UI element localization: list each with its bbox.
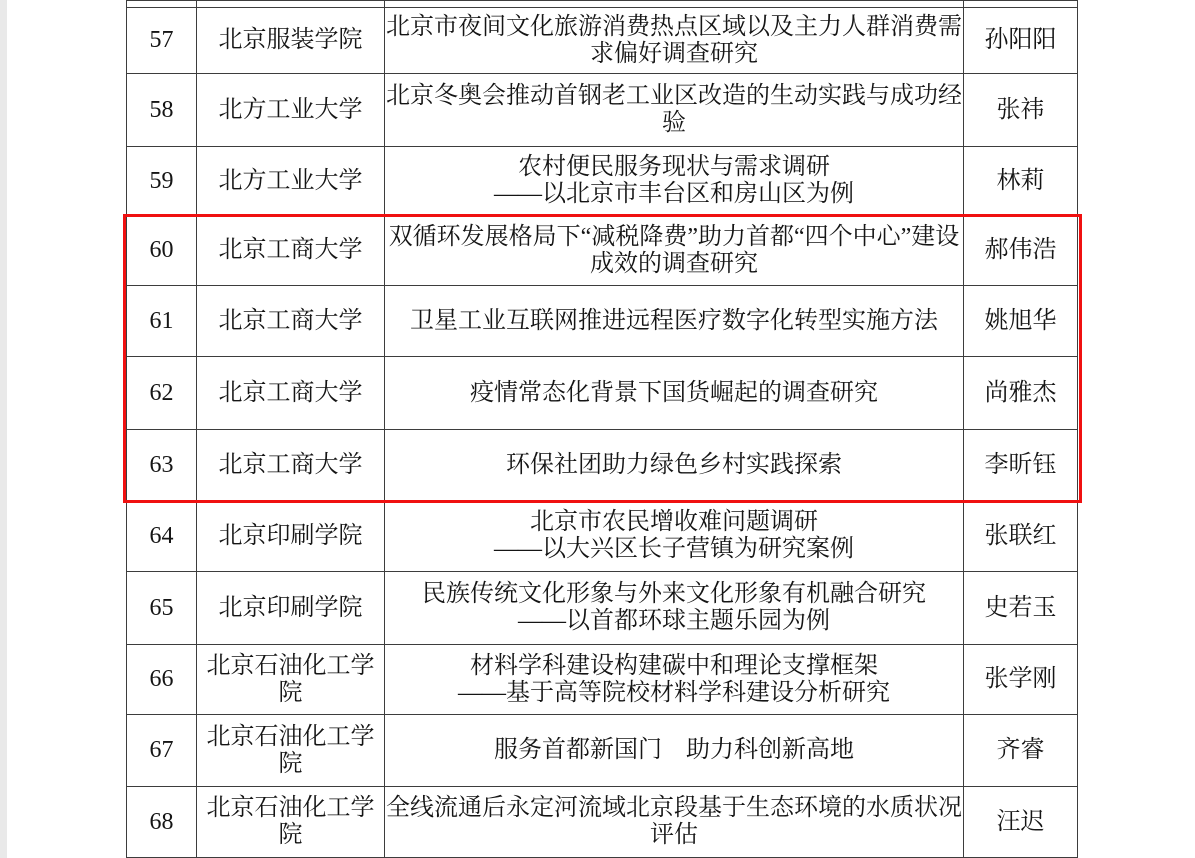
table-row xyxy=(127,8,1078,74)
row-number-cell xyxy=(127,1,197,8)
leader-name: 姚旭华 xyxy=(984,307,1057,334)
leader-name: 张学刚 xyxy=(984,666,1057,692)
school-cell xyxy=(197,286,385,357)
row-number: 65 xyxy=(149,594,174,621)
school-name: 北京石油化工学院 xyxy=(206,723,375,777)
school-name: 北京石油化工学院 xyxy=(206,795,375,848)
school-name: 北京工商大学 xyxy=(218,307,363,334)
project-title xyxy=(385,380,963,407)
title-line: 疫情常态化背景下国货崛起的调查研究 xyxy=(470,379,878,406)
school-name: 北京工商大学 xyxy=(218,379,363,406)
school-name: 北方工业大学 xyxy=(218,96,363,123)
school-cell xyxy=(197,787,385,858)
title-line: 农村便民服务现状与需求调研 xyxy=(518,154,830,180)
project-title xyxy=(385,14,963,68)
school-cell xyxy=(197,147,385,216)
project-title xyxy=(385,509,963,563)
row-number: 66 xyxy=(149,666,174,692)
school-cell xyxy=(197,8,385,74)
row-number: 60 xyxy=(149,237,174,263)
table-row xyxy=(127,286,1078,357)
leader-name: 齐睿 xyxy=(996,737,1045,763)
row-number-cell xyxy=(127,645,197,715)
title-cell xyxy=(385,216,964,286)
row-number-cell xyxy=(127,787,197,858)
results-table xyxy=(126,0,1078,858)
project-title xyxy=(385,224,963,278)
school-name: 北京工商大学 xyxy=(218,451,363,478)
title-cell xyxy=(385,715,964,787)
school-cell xyxy=(197,74,385,147)
table-row xyxy=(127,572,1078,645)
title-line: 民族传统文化形象与外来文化形象有机融合研究 xyxy=(422,581,926,607)
row-number-cell xyxy=(127,74,197,147)
leader-name: 张联红 xyxy=(984,522,1057,549)
title-line: 服务首都新国门 助力科创新高地 xyxy=(494,737,854,763)
title-line: 北京冬奥会推动首钢老工业区改造的生动实践与成功经验 xyxy=(386,83,962,136)
row-number-cell xyxy=(127,430,197,501)
row-number: 67 xyxy=(149,737,174,763)
school-cell xyxy=(197,430,385,501)
school-name: 北京印刷学院 xyxy=(218,594,363,621)
project-title xyxy=(385,452,963,479)
school-cell xyxy=(197,501,385,572)
table-row xyxy=(127,74,1078,147)
name-cell xyxy=(964,572,1078,645)
title-cell xyxy=(385,147,964,216)
table-row xyxy=(127,216,1078,286)
title-line: 双循环发展格局下“减税降费”助力首都“四个中心”建设成效的调查研究 xyxy=(388,223,960,277)
school-cell xyxy=(197,715,385,787)
leader-name: 孙阳阳 xyxy=(984,27,1057,53)
name-cell xyxy=(964,286,1078,357)
name-cell xyxy=(964,216,1078,286)
school-name: 北京石油化工学院 xyxy=(206,652,375,706)
title-line: ——以北京市丰台区和房山区为例 xyxy=(494,181,854,207)
table-row xyxy=(127,787,1078,858)
leader-name: 史若玉 xyxy=(984,594,1057,621)
title-line: ——基于高等院校材料学科建设分析研究 xyxy=(458,679,890,706)
title-cell xyxy=(385,572,964,645)
title-line: 环保社团助力绿色乡村实践探索 xyxy=(506,451,842,478)
title-cell xyxy=(385,645,964,715)
table-row xyxy=(127,501,1078,572)
school-name: 北京服装学院 xyxy=(218,27,363,53)
name-cell xyxy=(964,715,1078,787)
project-title xyxy=(385,308,963,335)
project-title xyxy=(385,795,963,849)
results-table-body xyxy=(127,1,1078,858)
project-title xyxy=(385,154,963,208)
name-cell xyxy=(964,8,1078,74)
table-row xyxy=(127,357,1078,430)
row-number-cell xyxy=(127,501,197,572)
project-title xyxy=(385,581,963,635)
title-line: 北京市夜间文化旅游消费热点区域以及主力人群消费需求偏好调查研究 xyxy=(386,13,962,67)
name-cell xyxy=(964,430,1078,501)
title-cell xyxy=(385,286,964,357)
title-cell xyxy=(385,787,964,858)
project-title xyxy=(385,737,963,764)
table-row xyxy=(127,715,1078,787)
project-title xyxy=(385,83,963,137)
row-number-cell xyxy=(127,216,197,286)
school-name: 北京工商大学 xyxy=(218,237,363,263)
school-cell xyxy=(197,216,385,286)
leader-name: 尚雅杰 xyxy=(984,379,1057,406)
name-cell xyxy=(964,357,1078,430)
leader-name: 汪迟 xyxy=(996,808,1045,835)
leader-name: 张祎 xyxy=(996,96,1045,123)
row-number: 59 xyxy=(149,167,174,194)
project-title xyxy=(385,653,963,707)
name-cell xyxy=(964,787,1078,858)
table-row xyxy=(127,645,1078,715)
school-cell xyxy=(197,357,385,430)
page-edge-strip xyxy=(0,0,7,858)
table-row xyxy=(127,430,1078,501)
title-line: ——以首都环球主题乐园为例 xyxy=(518,608,830,634)
name-cell xyxy=(964,645,1078,715)
row-number: 61 xyxy=(149,307,174,334)
title-line: 卫星工业互联网推进远程医疗数字化转型实施方法 xyxy=(410,307,938,334)
leader-name: 郝伟浩 xyxy=(984,237,1057,263)
title-line: 全线流通后永定河流域北京段基于生态环境的水质状况评估 xyxy=(386,795,962,848)
row-number-cell xyxy=(127,572,197,645)
title-line: ——以大兴区长子营镇为研究案例 xyxy=(494,536,854,562)
row-number-cell xyxy=(127,357,197,430)
school-cell xyxy=(197,645,385,715)
title-cell xyxy=(385,74,964,147)
row-number-cell xyxy=(127,8,197,74)
row-number: 63 xyxy=(149,451,174,478)
row-number-cell xyxy=(127,715,197,787)
row-number: 68 xyxy=(149,808,174,835)
row-number: 62 xyxy=(149,379,174,406)
row-number-cell xyxy=(127,286,197,357)
table-row xyxy=(127,147,1078,216)
name-cell xyxy=(964,501,1078,572)
name-cell xyxy=(964,74,1078,147)
row-number: 64 xyxy=(149,522,174,549)
name-cell xyxy=(964,147,1078,216)
row-number: 58 xyxy=(149,96,174,123)
name-cell xyxy=(964,1,1078,8)
title-line: 材料学科建设构建碳中和理论支撑框架 xyxy=(470,652,878,679)
school-cell xyxy=(197,1,385,8)
title-line: 北京市农民增收难问题调研 xyxy=(530,509,818,535)
partial-row-above xyxy=(127,1,1078,8)
leader-name: 林莉 xyxy=(996,167,1045,194)
school-cell xyxy=(197,572,385,645)
leader-name: 李昕钰 xyxy=(984,451,1057,478)
title-cell xyxy=(385,501,964,572)
school-name: 北方工业大学 xyxy=(218,167,363,194)
row-number: 57 xyxy=(149,27,174,53)
title-cell xyxy=(385,1,964,8)
school-name: 北京印刷学院 xyxy=(218,522,363,549)
title-cell xyxy=(385,8,964,74)
title-cell xyxy=(385,357,964,430)
title-cell xyxy=(385,430,964,501)
row-number-cell xyxy=(127,147,197,216)
